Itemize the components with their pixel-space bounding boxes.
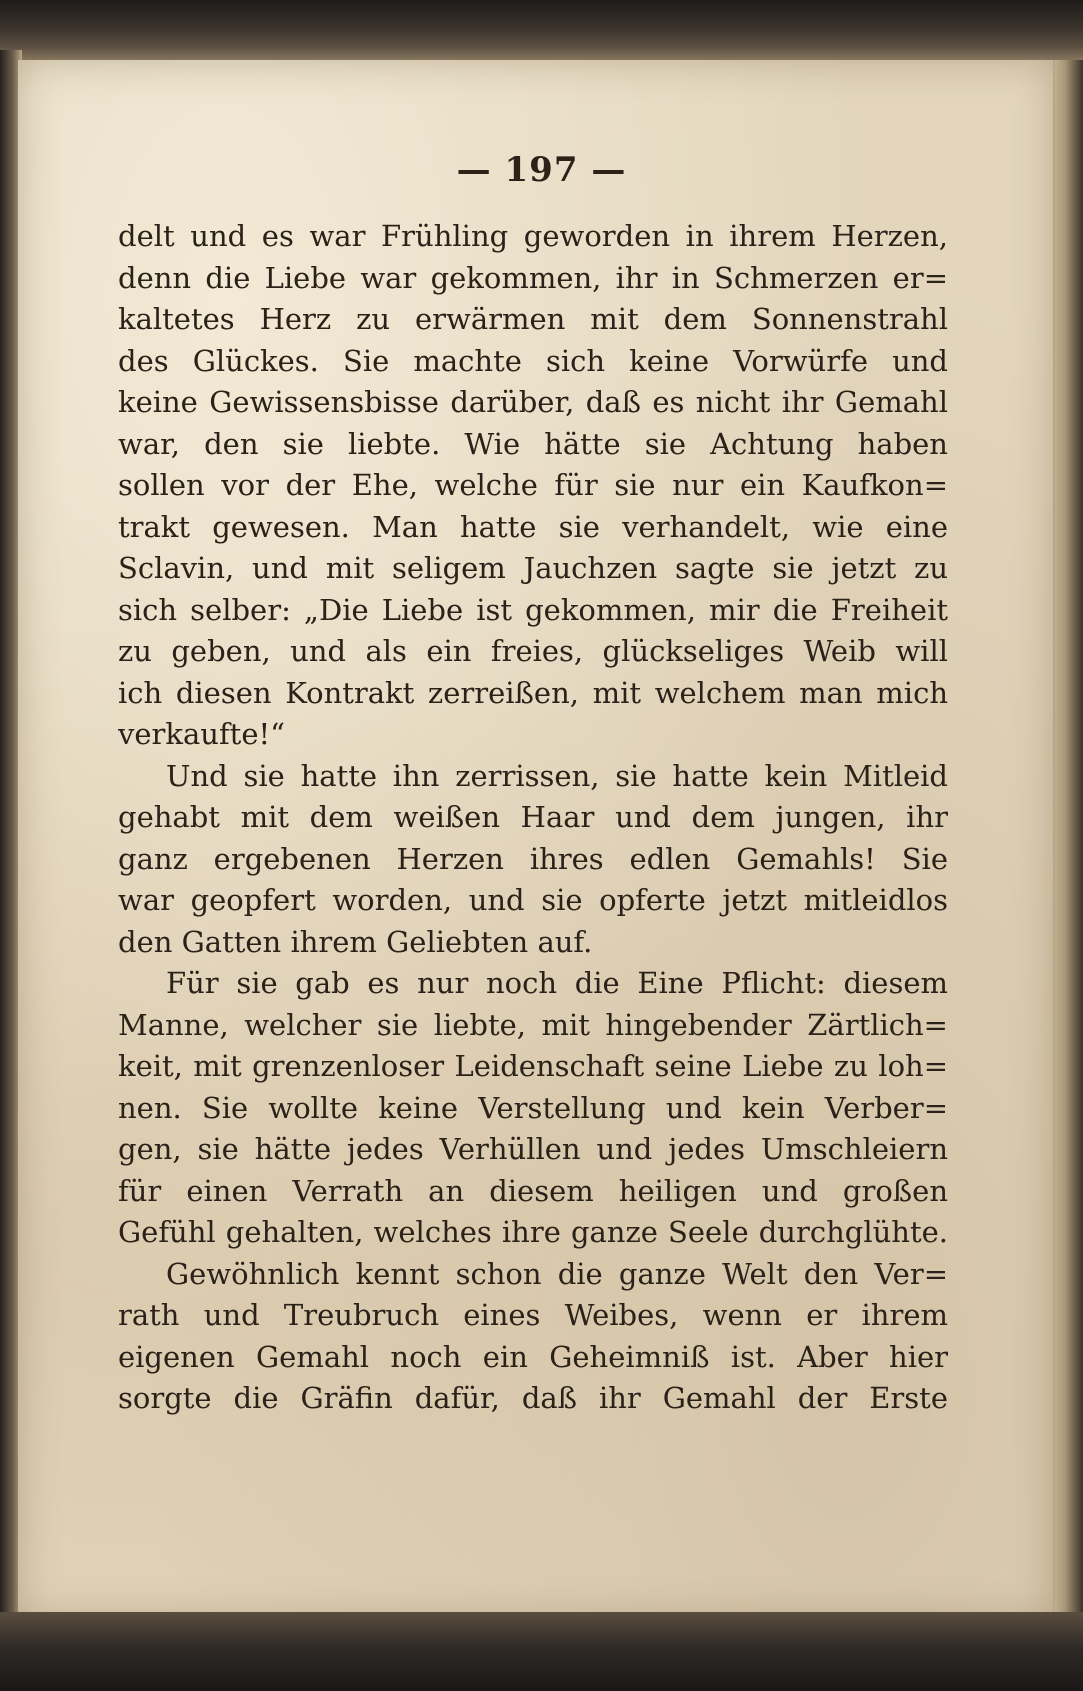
text-line: trakt gewesen. Man hatte sie verhandelt, wie eine [118,509,948,544]
text-line: für einen Verrath an diesem heiligen und großen [118,1173,948,1208]
text-line: den Gatten ihrem Geliebten auf. [118,924,593,959]
text-line: keine Gewissensbisse darüber, daß es nicht ihr Gemahl [118,385,948,419]
text-line: zu geben, und als ein freies, glückseliges Weib will [118,634,948,668]
text-line: sollen vor der Ehe, welche für sie nur ein Kaufkon= [118,468,948,502]
text-line: Und sie hatte ihn zerrissen, sie hatte kein Mitleid [166,758,948,793]
text-line: gen, sie hätte jedes Verhüllen und jedes Umschleiern [118,1132,948,1166]
text-line: Gefühl gehalten, welches ihre ganze Seele durchglühte. [118,1215,948,1249]
book-top-edge [0,0,1083,62]
page-number: — 197 — [456,150,627,190]
text-line: des Glückes. Sie machte sich keine Vorwürfe und [118,343,948,378]
text-line: Gewöhnlich kennt schon die ganze Welt den Ver= [166,1256,948,1291]
text-line: kaltetes Herz zu erwärmen mit dem Sonnenstrahl [118,302,948,336]
text-line: rath und Treubruch eines Weibes, wenn er ihrem [118,1298,948,1332]
text-line: Sclavin, und mit seligem Jauchzen sagte sie jetzt zu [118,551,948,585]
text-line: war geopfert worden, und sie opferte jetzt mitleidlos [118,883,948,917]
text-line: nen. Sie wollte keine Verstellung und kein Verber= [118,1090,948,1125]
text-line: war, den sie liebte. Wie hätte sie Achtung haben [118,426,948,461]
text-line: delt und es war Frühling geworden in ihrem Herzen, [118,219,948,253]
page-body-text [118,216,948,1420]
book-bottom-edge [0,1612,1083,1691]
text-line: denn die Liebe war gekommen, ihr in Schmerzen er= [118,260,948,295]
text-line: Für sie gab es nur noch die Eine Pflicht: diesem [166,966,948,1000]
text-line: ich diesen Kontrakt zerreißen, mit welchem man mich [118,675,948,710]
text-line: keit, mit grenzenloser Leidenschaft seine Liebe zu loh= [118,1049,948,1083]
text-line: verkaufte!“ [118,717,285,751]
text-line: ganz ergebenen Herzen ihres edlen Gemahls! Sie [118,841,948,876]
text-line: gehabt mit dem weißen Haar und dem jungen, ihr [118,800,948,834]
text-line: sorgte die Gräfin dafür, daß ihr Gemahl der Erste [118,1381,948,1415]
text-line: Manne, welcher sie liebte, mit hingebender Zärtlich= [118,1007,948,1042]
text-line: eigenen Gemahl noch ein Geheimniß ist. Aber hier [118,1339,948,1374]
text-line: sich selber: „Die Liebe ist gekommen, mir die Freiheit [118,592,948,627]
